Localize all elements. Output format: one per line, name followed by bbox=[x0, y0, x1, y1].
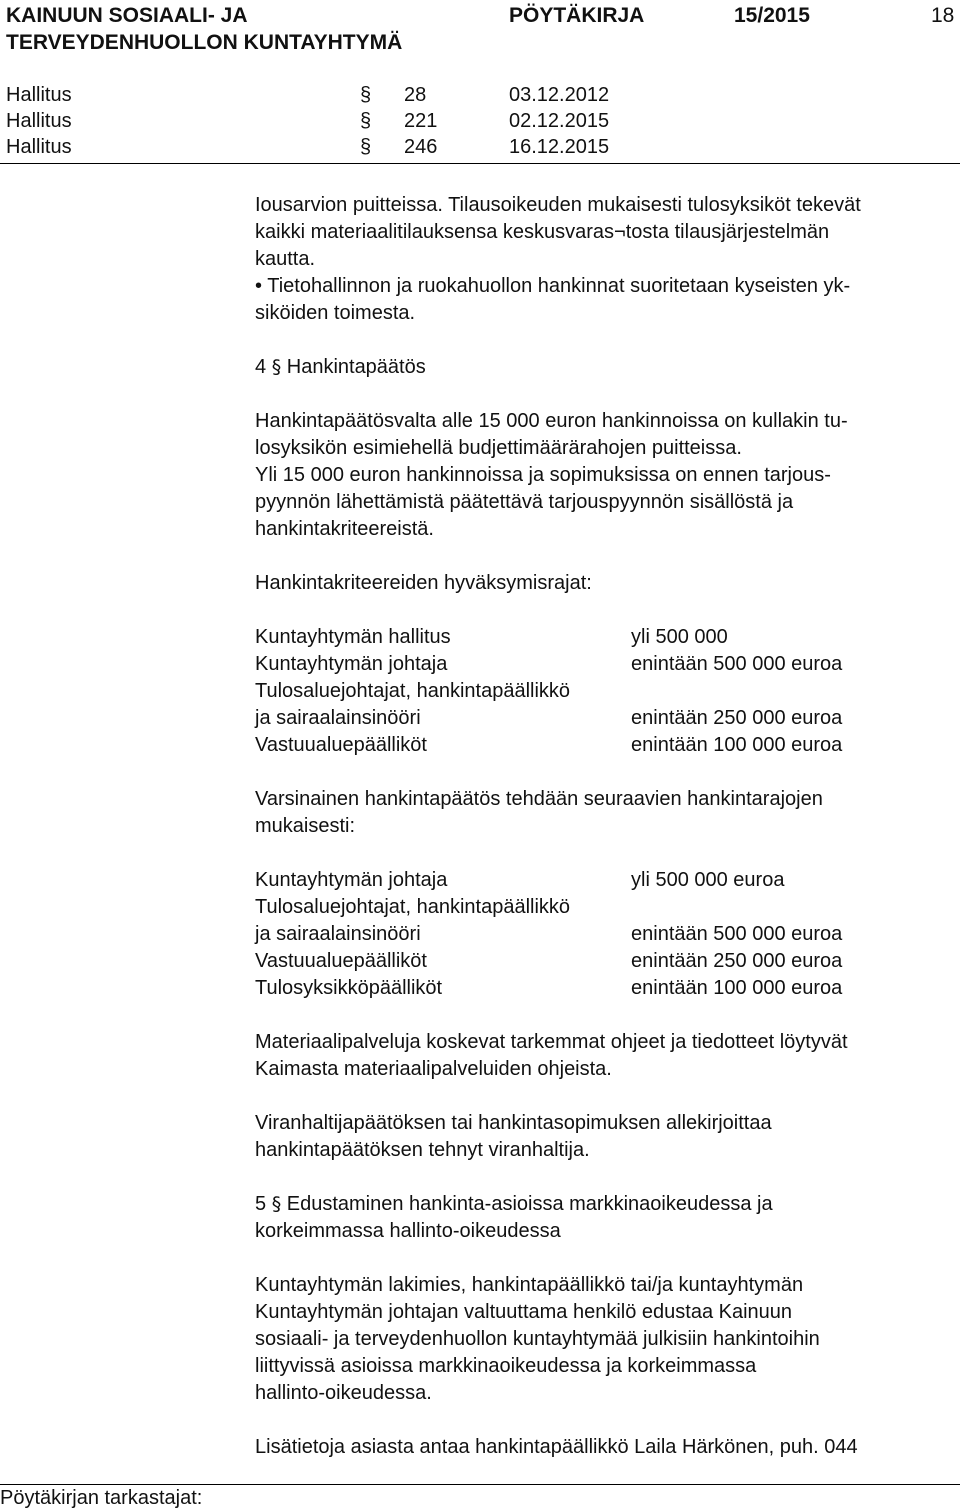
section-heading bbox=[255, 1191, 960, 1218]
table-row bbox=[255, 651, 960, 678]
role-cell: Kuntayhtymän hallitus bbox=[255, 626, 451, 648]
role-cell: ja sairaalainsinööri bbox=[255, 707, 421, 729]
section-symbol: § bbox=[271, 356, 282, 378]
limit-cell: enintään 100 000 euroa bbox=[631, 734, 843, 756]
role-cell: Vastuualuepäälliköt bbox=[255, 950, 427, 972]
section-symbol: § bbox=[360, 110, 372, 132]
section-title: Edustaminen hankinta-asioissa markkinaoikeudessa ja bbox=[286, 1193, 773, 1215]
table-row bbox=[255, 678, 960, 705]
bullet-item bbox=[255, 273, 960, 300]
meeting-date: 16.12.2015 bbox=[509, 136, 610, 158]
paragraph-line: Kuntayhtymän johtajan valtuuttama henkilö edustaa Kainuun bbox=[255, 1301, 793, 1323]
limit-cell: yli 500 000 bbox=[631, 626, 728, 648]
intro-text-line: kautta. bbox=[255, 248, 316, 270]
table-row bbox=[255, 705, 960, 732]
paragraph-line: hallinto-oikeudessa. bbox=[255, 1382, 432, 1404]
paragraph-line: Hankintapäätösvalta alle 15 000 euron hankinnoissa on kullakin tu- bbox=[255, 410, 848, 432]
meeting-body: Hallitus bbox=[6, 110, 72, 132]
table-row bbox=[255, 624, 960, 651]
role-cell: ja sairaalainsinööri bbox=[255, 923, 421, 945]
paragraph-line: Yli 15 000 euron hankinnoissa ja sopimuksissa on ennen tarjous- bbox=[255, 464, 831, 486]
document-number: 15/2015 bbox=[734, 4, 810, 27]
paragraph-line: pyynnön lähettämistä päätettävä tarjouspyynnön sisällöstä ja bbox=[255, 491, 794, 513]
role-cell: Tulosaluejohtajat, hankintapäällikkö bbox=[255, 896, 571, 918]
limit-cell: yli 500 000 euroa bbox=[631, 869, 785, 891]
decision-table bbox=[255, 867, 960, 1002]
meeting-body: Hallitus bbox=[6, 136, 72, 158]
meeting-number: 221 bbox=[404, 110, 438, 132]
section-title-line: korkeimmassa hallinto-oikeudessa bbox=[255, 1220, 561, 1242]
decision-heading-line: Varsinainen hankintapäätös tehdään seuraavien hankintarajojen bbox=[255, 788, 823, 810]
table-row bbox=[255, 948, 960, 975]
footer-label: Pöytäkirjan tarkastajat: bbox=[0, 1487, 203, 1509]
intro-text-line: kaikki materiaalitilauksensa keskusvaras¬tosta tilausjärjestelmän bbox=[255, 221, 830, 243]
meeting-number: 28 bbox=[404, 84, 427, 106]
table-row bbox=[255, 921, 960, 948]
paragraph-line: Materiaalipalveluja koskevat tarkemmat ohjeet ja tiedotteet löytyvät bbox=[255, 1031, 848, 1053]
role-cell: Kuntayhtymän johtaja bbox=[255, 869, 448, 891]
limit-cell: enintään 100 000 euroa bbox=[631, 977, 843, 999]
organization-name-line2: TERVEYDENHUOLLON KUNTAYHTYMÄ bbox=[6, 31, 403, 54]
limit-cell: enintään 250 000 euroa bbox=[631, 707, 843, 729]
intro-text-line: Iousarvion puitteissa. Tilausoikeuden mukaisesti tulosyksiköt tekevät bbox=[255, 194, 861, 216]
section-title: Hankintapäätös bbox=[286, 356, 426, 378]
criteria-table bbox=[255, 624, 960, 759]
limit-cell: enintään 500 000 euroa bbox=[631, 923, 843, 945]
role-cell: Tulosaluejohtajat, hankintapäällikkö bbox=[255, 680, 571, 702]
meeting-date: 02.12.2015 bbox=[509, 110, 610, 132]
page-number: 18 bbox=[931, 4, 955, 27]
table-row bbox=[255, 867, 960, 894]
document-type: PÖYTÄKIRJA bbox=[509, 4, 645, 27]
header-divider bbox=[0, 163, 960, 164]
paragraph-line: Kaimasta materiaalipalveluiden ohjeista. bbox=[255, 1058, 612, 1080]
organization-name-line1: KAINUUN SOSIAALI- JA bbox=[6, 4, 248, 27]
decision-heading-line: mukaisesti: bbox=[255, 815, 356, 837]
criteria-heading: Hankintakriteereiden hyväksymisrajat: bbox=[255, 572, 592, 594]
paragraph-line: hankintapäätöksen tehnyt viranhaltija. bbox=[255, 1139, 590, 1161]
paragraph-line: sosiaali- ja terveydenhuollon kuntayhtymää julkisiin hankintoihin bbox=[255, 1328, 820, 1350]
section-number: 4 bbox=[255, 356, 267, 378]
paragraph-line: Lisätietoja asiasta antaa hankintapäällikkö Laila Härkönen, puh. 044 bbox=[255, 1436, 858, 1458]
bullet-text-line: Tietohallinnon ja ruokahuollon hankinnat suoritetaan kyseisten yk- bbox=[267, 275, 851, 297]
main-content bbox=[255, 192, 960, 1461]
meeting-body: Hallitus bbox=[6, 84, 72, 106]
limit-cell: enintään 250 000 euroa bbox=[631, 950, 843, 972]
table-row bbox=[255, 732, 960, 759]
meeting-date: 03.12.2012 bbox=[509, 84, 610, 106]
bullet-text-line: siköiden toimesta. bbox=[255, 302, 416, 324]
role-cell: Tulosyksikköpäälliköt bbox=[255, 977, 443, 999]
limit-cell: enintään 500 000 euroa bbox=[631, 653, 843, 675]
role-cell: Kuntayhtymän johtaja bbox=[255, 653, 448, 675]
meeting-number: 246 bbox=[404, 136, 438, 158]
section-number: 5 bbox=[255, 1193, 267, 1215]
table-row bbox=[255, 975, 960, 1002]
paragraph-line: hankintakriteereistä. bbox=[255, 518, 434, 540]
table-row bbox=[255, 894, 960, 921]
bullet-marker: • bbox=[255, 275, 263, 297]
paragraph-line: Kuntayhtymän lakimies, hankintapäällikkö tai/ja kuntayhtymän bbox=[255, 1274, 804, 1296]
section-symbol: § bbox=[360, 136, 372, 158]
section-symbol: § bbox=[360, 84, 372, 106]
section-heading bbox=[255, 354, 960, 381]
section-symbol: § bbox=[271, 1193, 282, 1215]
paragraph-line: liittyvissä asioissa markkinaoikeudessa ja korkeimmassa bbox=[255, 1355, 757, 1377]
paragraph-line: Viranhaltijapäätöksen tai hankintasopimuksen allekirjoittaa bbox=[255, 1112, 772, 1134]
role-cell: Vastuualuepäälliköt bbox=[255, 734, 427, 756]
paragraph-line: losyksikön esimiehellä budjettimäärärahojen puitteissa. bbox=[255, 437, 742, 459]
